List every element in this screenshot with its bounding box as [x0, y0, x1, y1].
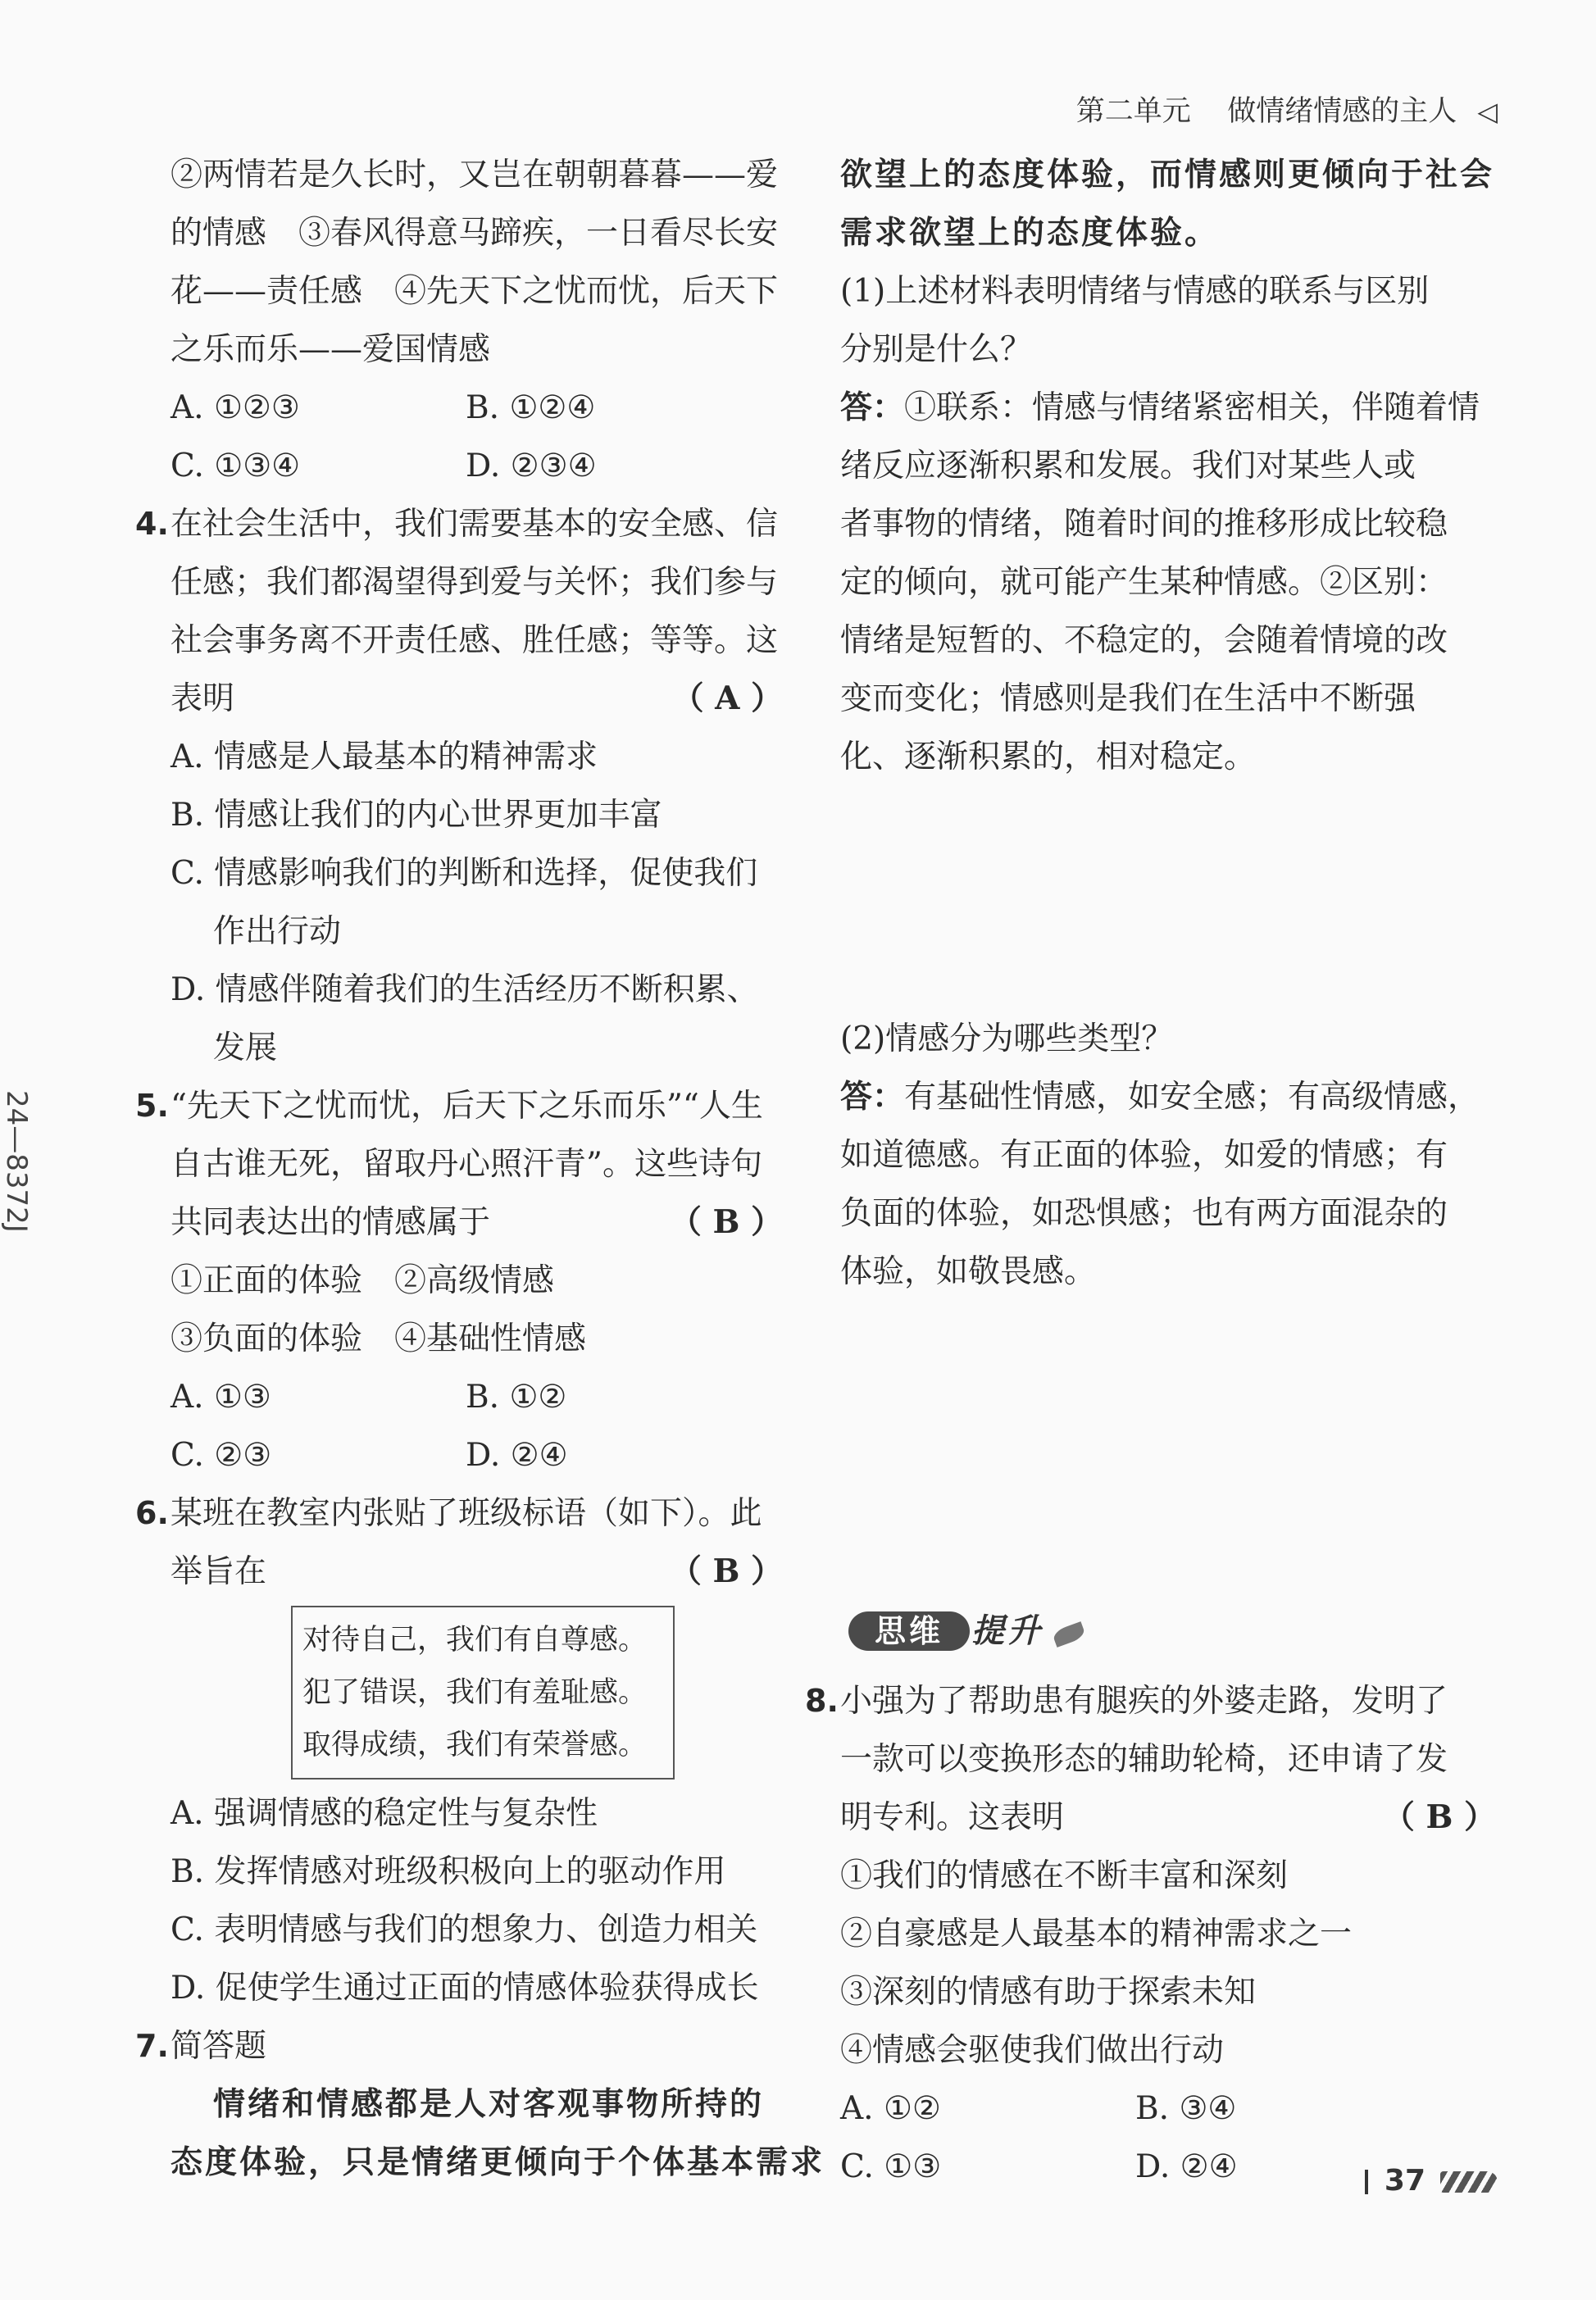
- q4-stem: 社会事务离不开责任感、胜任感；等等。这: [171, 622, 779, 659]
- q7-material: 欲望上的态度体验，而情感则更倾向于社会: [840, 156, 1495, 193]
- question-7: [135, 2017, 825, 2192]
- side-code: 24—8372J: [0, 1090, 33, 1233]
- section-badge-text: 提升: [971, 1612, 1044, 1650]
- left-column: [135, 146, 825, 2192]
- page-number: [1365, 2164, 1498, 2198]
- q8-item: ②自豪感是人最基本的精神需求之一: [840, 1916, 1353, 1952]
- q3-option-d: D. ②③④: [466, 448, 597, 484]
- question-4: [135, 495, 783, 1077]
- q6-answer: （ B ）: [669, 1552, 783, 1590]
- q7-sub-question-1: 分别是什么？: [840, 331, 1033, 368]
- answer-text: ①联系：情感与情绪紧密相关，伴随着情: [904, 389, 1480, 426]
- slogan-line: 取得成绩，我们有荣誉感。: [302, 1729, 648, 1761]
- q5-option-c: C. ②③: [171, 1437, 272, 1474]
- section-badge-pill: 思维: [848, 1611, 970, 1651]
- question-5: [135, 1077, 783, 1484]
- question-number: 6.: [135, 1495, 169, 1531]
- answer-label: 答：: [840, 1078, 905, 1116]
- q5-option-a: A. ①③: [171, 1379, 271, 1416]
- q8-option-c: C. ①③: [840, 2148, 942, 2185]
- q4-option-c: C. 情感影响我们的判断和选择，促使我们: [171, 855, 758, 892]
- q3-option-a: A. ①②③: [171, 389, 300, 426]
- q5-answer: （ B ）: [669, 1203, 783, 1241]
- q7-sub-question-2: (2)情感分为哪些类型？: [840, 1020, 1174, 1057]
- leaf-icon: [1052, 1621, 1087, 1648]
- q4-option-d-cont: 发展: [213, 1030, 278, 1066]
- q3-option-b: B. ①②④: [466, 389, 596, 426]
- question-number: 8.: [805, 1683, 839, 1719]
- q4-stem: 表明: [171, 680, 235, 717]
- q4-option-a: A. 情感是人最基本的精神需求: [171, 739, 598, 775]
- q6-option-b: B. 发挥情感对班级积极向上的驱动作用: [171, 1853, 726, 1890]
- q8-options-row: [840, 2080, 1496, 2138]
- divider: [1365, 2170, 1368, 2194]
- q5-option-b: B. ①②: [466, 1379, 567, 1416]
- stripe-decoration-icon: [1440, 2171, 1498, 2193]
- q7-material: 情绪和情感都是人对客观事物所持的: [213, 2085, 765, 2123]
- slogan-box: [291, 1606, 675, 1780]
- q8-stem: 小强为了帮助患有腿疾的外婆走路，发明了: [840, 1683, 1448, 1720]
- q6-stem: 某班在教室内张贴了班级标语（如下）。此: [171, 1495, 762, 1532]
- unit-title: 做情绪情感的主人: [1227, 95, 1457, 128]
- q5-stem: “先天下之忧而忧，后天下之乐而乐”“人生: [171, 1088, 763, 1125]
- q8-answer: （ B ）: [1382, 1798, 1496, 1836]
- q6-option-d: D. 促使学生通过正面的情感体验获得成长: [171, 1970, 759, 2007]
- q3-line: 花——责任感 ④先天下之忧而忧，后天下: [171, 273, 779, 310]
- answer-text: 负面的体验，如恐惧感；也有两方面混杂的: [840, 1195, 1448, 1232]
- right-column: [840, 146, 1496, 786]
- q6-stem: 举旨在: [171, 1553, 267, 1590]
- q7-answer-1: [840, 379, 1496, 786]
- answer-text: 体验，如敬畏感。: [840, 1253, 1097, 1290]
- question-number: 7.: [135, 2028, 169, 2064]
- answer-text: 者事物的情绪，随着时间的推移形成比较稳: [840, 506, 1448, 543]
- right-column-part-2: [840, 1010, 1496, 1301]
- unit-label: 第二单元: [1075, 95, 1191, 128]
- q8-item: ④情感会驱使我们做出行动: [840, 2032, 1225, 2069]
- slogan-line: 对待自己，我们有自尊感。: [302, 1624, 648, 1657]
- q4-option-b: B. 情感让我们的内心世界更加丰富: [171, 797, 662, 834]
- q3-line: 之乐而乐——爱国情感: [171, 331, 491, 368]
- q3-options-row: [135, 437, 783, 495]
- q7-title: 简答题: [171, 2028, 267, 2065]
- answer-text: 如道德感。有正面的体验，如爱的情感；有: [840, 1137, 1448, 1174]
- q4-answer: （ A ）: [671, 680, 783, 717]
- question-6: [135, 1484, 783, 2017]
- answer-text: 变而变化；情感则是我们在生活中不断强: [840, 680, 1416, 717]
- q8-option-b: B. ③④: [1135, 2090, 1237, 2127]
- q5-item: ③负面的体验 ④基础性情感: [171, 1320, 587, 1357]
- q8-stem: 一款可以变换形态的辅助轮椅，还申请了发: [840, 1741, 1448, 1778]
- answer-label: 答：: [840, 389, 905, 426]
- answer-text: 定的倾向，就可能产生某种情感。②区别：: [840, 564, 1448, 601]
- q5-options-row: [135, 1426, 783, 1484]
- answer-text: 绪反应逐渐积累和发展。我们对某些人或: [840, 448, 1416, 484]
- q8-item: ①我们的情感在不断丰富和深刻: [840, 1857, 1289, 1894]
- q4-stem: 任感；我们都渴望得到爱与关怀；我们参与: [171, 564, 779, 601]
- question-number: 4.: [135, 506, 169, 542]
- q8-stem: 明专利。这表明: [840, 1799, 1065, 1836]
- q7-sub-question-1: (1)上述材料表明情绪与情感的联系与区别: [840, 273, 1430, 310]
- q8-item: ③深刻的情感有助于探索未知: [840, 1974, 1257, 2011]
- q3-line: ②两情若是久长时，又岂在朝朝暮暮——爱: [171, 157, 779, 193]
- q5-stem: 自古谁无死，留取丹心照汗青”。这些诗句: [171, 1146, 762, 1183]
- slogan-line: 犯了错误，我们有羞耻感。: [302, 1676, 648, 1709]
- triangle-marker-icon: ◁: [1477, 96, 1498, 127]
- question-number: 5.: [135, 1088, 169, 1124]
- q3-options-row: [135, 379, 783, 437]
- question-3-continued: [135, 146, 783, 495]
- question-8: [805, 1672, 1496, 2196]
- running-header: [1076, 89, 1498, 130]
- q7-material: 需求欲望上的态度体验。: [840, 214, 1220, 252]
- q5-option-d: D. ②④: [466, 1437, 568, 1474]
- q6-option-c: C. 表明情感与我们的想象力、创造力相关: [171, 1911, 758, 1948]
- section-badge: [848, 1608, 1082, 1656]
- answer-text: 化、逐渐积累的，相对稳定。: [840, 739, 1257, 775]
- q4-option-d: D. 情感伴随着我们的生活经历不断积累、: [171, 971, 759, 1008]
- q5-item: ①正面的体验 ②高级情感: [171, 1262, 555, 1299]
- q4-option-c-cont: 作出行动: [213, 913, 342, 950]
- q4-stem: 在社会生活中，我们需要基本的安全感、信: [171, 506, 779, 543]
- page-number-text: 37: [1384, 2164, 1425, 2198]
- q8-option-d: D. ②④: [1135, 2148, 1238, 2185]
- q7-material: 态度体验，只是情绪更倾向于个体基本需求: [171, 2143, 825, 2181]
- answer-text: 有基础性情感，如安全感；有高级情感，: [904, 1079, 1480, 1116]
- q5-stem: 共同表达出的情感属于: [171, 1204, 491, 1241]
- q3-line: 的情感 ③春风得意马蹄疾，一日看尽长安: [171, 215, 779, 252]
- q3-option-c: C. ①③④: [171, 448, 301, 484]
- q5-options-row: [135, 1368, 783, 1426]
- answer-text: 情绪是短暂的、不稳定的，会随着情境的改: [840, 622, 1448, 659]
- q6-option-a: A. 强调情感的稳定性与复杂性: [171, 1795, 598, 1832]
- q8-option-a: A. ①②: [840, 2090, 941, 2127]
